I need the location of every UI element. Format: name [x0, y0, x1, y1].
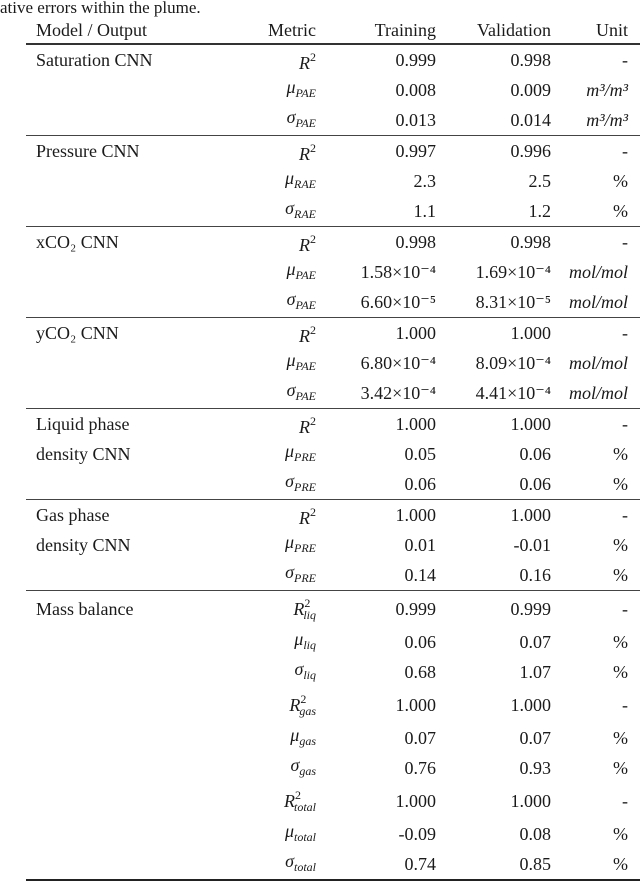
validation-value: 0.07 [519, 728, 551, 748]
metric-symbol [206, 287, 316, 318]
model-name: xCO₂ CNN [36, 232, 119, 252]
metric-symbol-base: σ [286, 289, 296, 309]
training-value: 0.998 [395, 232, 436, 252]
header-training: Training [374, 20, 436, 40]
model-name [26, 849, 206, 880]
validation-value: 1.69×10⁻⁴ [475, 262, 551, 282]
metric-subscript: PAE [295, 268, 316, 282]
metric-superscript: 2 [310, 232, 316, 246]
metric-symbol-base: σ [290, 755, 300, 775]
table-row [26, 75, 640, 105]
table-row [26, 819, 640, 849]
validation-value: 1.2 [528, 201, 551, 221]
table-row [26, 530, 640, 560]
metric-subscript: PRE [294, 480, 316, 494]
unit: mol/mol [568, 353, 628, 373]
training-value: 0.06 [404, 474, 436, 494]
table-row [26, 627, 640, 657]
model-name [26, 257, 206, 287]
model-name [26, 627, 206, 657]
unit: % [613, 474, 628, 494]
metric-symbol [206, 378, 316, 409]
metric-superscript: 2 [310, 414, 316, 428]
metric-symbol [206, 44, 316, 75]
metric-symbol-base: R [299, 144, 310, 164]
unit: m³/m³ [586, 80, 628, 100]
training-value: 1.000 [395, 505, 436, 525]
unit: % [613, 824, 628, 844]
metric-symbol-base: μ [294, 629, 304, 649]
training-value: 6.80×10⁻⁴ [360, 353, 436, 373]
results-table [26, 17, 640, 881]
unit: % [613, 728, 628, 748]
model-name [26, 687, 206, 723]
validation-value: 0.93 [519, 758, 551, 778]
training-value: 1.000 [395, 323, 436, 343]
validation-value: 0.996 [510, 141, 551, 161]
metric-symbol [206, 227, 316, 258]
training-value: 0.14 [404, 565, 436, 585]
model-name [26, 723, 206, 753]
metric-symbol-base: μ [286, 350, 296, 370]
table-header-row [26, 17, 640, 44]
metric-superscript: 2 [310, 323, 316, 337]
metric-symbol-base: μ [290, 725, 300, 745]
metric-subscript: PAE [295, 298, 316, 312]
metric-symbol [206, 348, 316, 378]
metric-subscript: liq [303, 608, 316, 622]
metric-symbol-base: σ [285, 562, 294, 582]
table-row [26, 287, 640, 318]
metric-symbol [206, 196, 316, 227]
validation-value: 0.06 [519, 444, 551, 464]
header-metric: Metric [268, 20, 316, 40]
unit: mol/mol [568, 383, 628, 403]
model-name [26, 783, 206, 819]
model-name [26, 166, 206, 196]
table-row [26, 783, 640, 819]
training-value: 1.58×10⁻⁴ [360, 262, 436, 282]
validation-value: 1.000 [510, 505, 551, 525]
model-name: Saturation CNN [36, 50, 153, 70]
validation-value: 8.31×10⁻⁵ [475, 292, 551, 312]
validation-value: 0.07 [519, 632, 551, 652]
unit: - [622, 232, 628, 252]
training-value: 1.000 [395, 791, 436, 811]
metric-superscript: 2 [310, 50, 316, 64]
table-row [26, 166, 640, 196]
unit: % [613, 565, 628, 585]
model-name [26, 348, 206, 378]
metric-symbol-base: R [299, 508, 310, 528]
validation-value: 0.06 [519, 474, 551, 494]
metric-symbol-base: R [299, 53, 310, 73]
table-row [26, 44, 640, 75]
training-value: 3.42×10⁻⁴ [360, 383, 436, 403]
validation-value: 1.07 [519, 662, 551, 682]
unit: % [613, 171, 628, 191]
training-value: 0.74 [404, 854, 436, 874]
model-group [26, 227, 640, 318]
metric-symbol-base: σ [285, 471, 294, 491]
metric-subscript: PRE [294, 541, 316, 555]
metric-symbol [206, 560, 316, 591]
validation-value: 0.16 [519, 565, 551, 585]
metric-symbol-base: R [293, 599, 305, 619]
unit: % [613, 854, 628, 874]
metric-symbol [206, 753, 316, 783]
metric-symbol [206, 500, 316, 531]
model-group [26, 318, 640, 409]
metric-superscript: 2 [310, 141, 316, 155]
header-unit: Unit [595, 20, 628, 40]
validation-value: -0.01 [513, 535, 551, 555]
table-row [26, 657, 640, 687]
training-value: 0.999 [395, 50, 436, 70]
unit: - [622, 50, 628, 70]
table-row [26, 196, 640, 227]
metric-symbol [206, 439, 316, 469]
metric-symbol-base: R [289, 695, 301, 715]
model-name [26, 287, 206, 318]
metric-subscript: RAE [294, 177, 316, 191]
metric-symbol-base: μ [286, 259, 296, 279]
validation-value: 0.85 [519, 854, 551, 874]
table-row [26, 257, 640, 287]
unit: - [622, 695, 628, 715]
header-model: Model / Output [36, 20, 147, 40]
unit: mol/mol [568, 292, 628, 312]
unit: % [613, 632, 628, 652]
validation-value: 2.5 [528, 171, 551, 191]
metric-subscript: gas [299, 764, 316, 778]
unit: - [622, 323, 628, 343]
metric-symbol [206, 627, 316, 657]
model-name: Gas phase [36, 505, 110, 525]
metric-subscript: PAE [295, 86, 316, 100]
model-name [26, 196, 206, 227]
training-value: 0.999 [395, 599, 436, 619]
metric-symbol [206, 105, 316, 136]
model-group [26, 591, 640, 881]
metric-subscript: PAE [295, 389, 316, 403]
model-name: Mass balance [36, 599, 134, 619]
metric-subscript: total [293, 800, 316, 814]
validation-value: 0.998 [510, 50, 551, 70]
metric-symbol-base: R [299, 326, 310, 346]
metric-symbol-base: R [299, 235, 310, 255]
metric-symbol [206, 469, 316, 500]
table-row [26, 409, 640, 440]
unit: mol/mol [568, 262, 628, 282]
metric-symbol-base: σ [285, 198, 294, 218]
metric-symbol [206, 723, 316, 753]
unit: % [613, 201, 628, 221]
metric-symbol-base: σ [294, 659, 304, 679]
model-name [26, 469, 206, 500]
training-value: 1.000 [395, 414, 436, 434]
table-caption-fragment: ative errors within the plume. [0, 0, 201, 17]
training-value: 0.008 [395, 80, 436, 100]
metric-symbol [206, 657, 316, 687]
table-row [26, 723, 640, 753]
metric-symbol-base: μ [284, 532, 294, 552]
unit: - [622, 791, 628, 811]
training-value: 1.1 [413, 201, 436, 221]
metric-symbol-base: μ [284, 441, 294, 461]
unit: - [622, 505, 628, 525]
model-name [26, 75, 206, 105]
validation-value: 1.000 [510, 791, 551, 811]
training-value: 0.68 [404, 662, 436, 682]
metric-symbol-base: σ [286, 107, 296, 127]
unit: % [613, 758, 628, 778]
training-value: 0.01 [404, 535, 436, 555]
model-name: yCO₂ CNN [36, 323, 119, 343]
model-group [26, 409, 640, 500]
validation-value: 0.08 [519, 824, 551, 844]
metric-superscript: 2 [304, 596, 311, 610]
unit: m³/m³ [586, 110, 628, 130]
metric-symbol [206, 783, 316, 819]
metric-symbol-base: R [299, 417, 310, 437]
table-row [26, 439, 640, 469]
metric-subscript: total [293, 830, 316, 844]
metric-subscript: PAE [295, 116, 316, 130]
metric-symbol [206, 257, 316, 287]
unit: % [613, 444, 628, 464]
unit: - [622, 141, 628, 161]
metric-subscript: liq [303, 668, 316, 682]
table-row [26, 378, 640, 409]
training-value: 0.997 [395, 141, 436, 161]
table-row [26, 469, 640, 500]
model-name: density CNN [36, 444, 131, 464]
table-row [26, 591, 640, 628]
metric-subscript: gas [299, 734, 316, 748]
validation-value: 1.000 [510, 695, 551, 715]
table-row [26, 105, 640, 136]
table-row [26, 227, 640, 258]
metric-symbol [206, 166, 316, 196]
training-value: 0.76 [404, 758, 436, 778]
metric-symbol [206, 75, 316, 105]
model-group [26, 44, 640, 136]
metric-symbol-base: σ [286, 380, 296, 400]
metric-symbol-base: μ [284, 168, 294, 188]
metric-subscript: PAE [295, 359, 316, 373]
unit: - [622, 599, 628, 619]
model-name [26, 753, 206, 783]
training-value: 0.06 [404, 632, 436, 652]
table-row [26, 318, 640, 349]
training-value: 0.05 [404, 444, 436, 464]
model-name [26, 819, 206, 849]
metric-symbol-base: μ [286, 77, 296, 97]
training-value: 6.60×10⁻⁵ [360, 292, 436, 312]
table-row [26, 136, 640, 167]
header-validation: Validation [477, 20, 551, 40]
table-row [26, 560, 640, 591]
metric-superscript: 2 [300, 692, 307, 706]
unit: % [613, 662, 628, 682]
metric-symbol-base: σ [285, 851, 294, 871]
training-value: 2.3 [413, 171, 436, 191]
metric-symbol [206, 849, 316, 880]
model-name [26, 657, 206, 687]
table-row [26, 500, 640, 531]
metric-symbol-base: μ [284, 821, 294, 841]
metric-symbol [206, 136, 316, 167]
validation-value: 0.999 [510, 599, 551, 619]
metric-symbol [206, 591, 316, 628]
model-name [26, 105, 206, 136]
model-name: density CNN [36, 535, 131, 555]
unit: - [622, 414, 628, 434]
metric-symbol [206, 687, 316, 723]
model-group [26, 136, 640, 227]
validation-value: 1.000 [510, 414, 551, 434]
model-name [26, 378, 206, 409]
metric-symbol [206, 530, 316, 560]
table-row [26, 348, 640, 378]
metric-subscript: liq [303, 638, 316, 652]
table-row [26, 687, 640, 723]
metric-subscript: RAE [294, 207, 316, 221]
training-value: 0.07 [404, 728, 436, 748]
validation-value: 0.009 [510, 80, 551, 100]
metric-symbol [206, 318, 316, 349]
validation-value: 1.000 [510, 323, 551, 343]
unit: % [613, 535, 628, 555]
metric-subscript: gas [299, 704, 316, 718]
metric-superscript: 2 [294, 788, 301, 802]
training-value: -0.09 [398, 824, 436, 844]
model-name: Liquid phase [36, 414, 130, 434]
training-value: 1.000 [395, 695, 436, 715]
metric-subscript: PRE [294, 450, 316, 464]
validation-value: 8.09×10⁻⁴ [475, 353, 551, 373]
table-row [26, 849, 640, 880]
metric-subscript: total [293, 860, 316, 874]
metric-subscript: PRE [294, 571, 316, 585]
validation-value: 0.998 [510, 232, 551, 252]
validation-value: 0.014 [510, 110, 551, 130]
metric-symbol [206, 819, 316, 849]
validation-value: 4.41×10⁻⁴ [475, 383, 551, 403]
training-value: 0.013 [395, 110, 436, 130]
model-name [26, 560, 206, 591]
metric-superscript: 2 [310, 505, 316, 519]
model-name: Pressure CNN [36, 141, 140, 161]
table-row [26, 753, 640, 783]
metric-symbol-base: R [283, 791, 295, 811]
model-group [26, 500, 640, 591]
metric-symbol [206, 409, 316, 440]
